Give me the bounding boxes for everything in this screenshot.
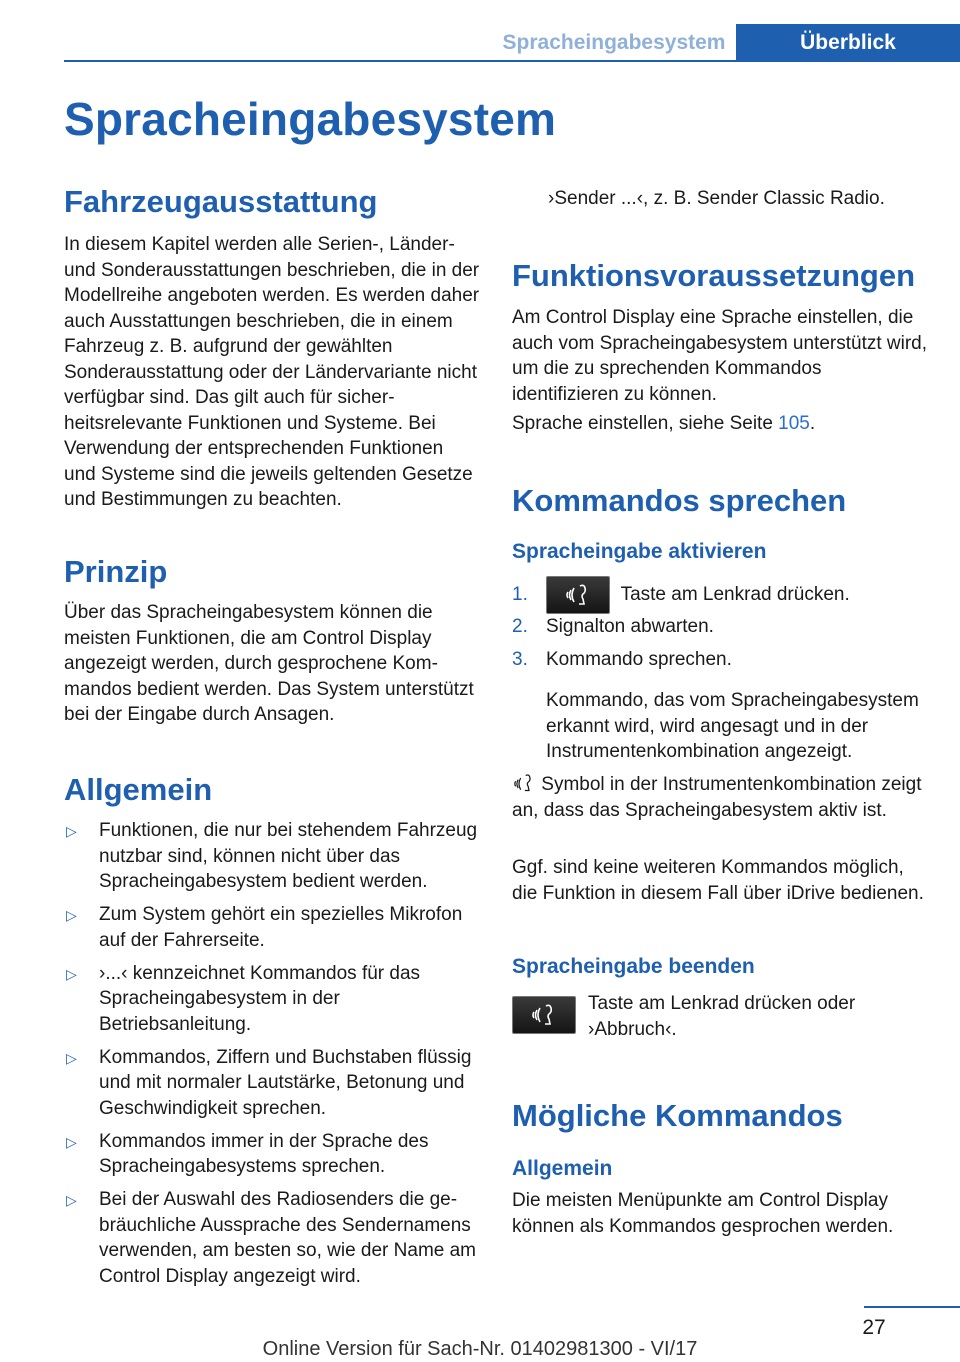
header-rule [64, 60, 736, 62]
continuation-text: ›Sender ...‹, z. B. Sender Classic Radio. [548, 188, 885, 209]
heading-kommandos-sprechen: Kommandos sprechen [512, 483, 847, 518]
triangle-bullet-icon: ▷ [66, 1049, 77, 1066]
list-item: ▷ ›...‹ kennzeichnet Kommandos für das Spracheingabesystem in der Betriebsanleitung. [66, 962, 421, 1035]
symbol-text: Symbol in der Instrumentenkombination zeigt an, dass das Spracheingabesystem aktiv ist. [512, 774, 922, 821]
page-title: Spracheingabesystem [64, 93, 557, 145]
beenden-text: Taste am Lenkrad drücken oder ›Abbruch‹. [588, 993, 856, 1040]
list-item: ▷ Kommandos immer in der Sprache des Spracheingabesystems sprechen. [66, 1130, 429, 1177]
ggf-text: Ggf. sind keine weiteren Kommandos möglich, die Funktion in diesem Fall über iDrive bedienen. [512, 857, 924, 904]
heading-allgemein: Allgemein [64, 772, 213, 807]
allgemein-kommandos-text: Die meisten Menüpunkte am Control Display können als Kommandos gesprochen werden. [512, 1190, 894, 1237]
footer-rule [864, 1306, 960, 1308]
list-item: 2. Signalton abwarten. [512, 616, 714, 638]
page-link-105[interactable]: 105 [778, 413, 810, 434]
voice-button-icon [546, 576, 610, 614]
triangle-bullet-icon: ▷ [66, 1133, 77, 1150]
list-item: ▷ Zum System gehört ein spezielles Mikrofon auf der Fahrerseite. [66, 904, 463, 951]
aktivieren-steps [512, 576, 928, 676]
voice-symbol-icon [512, 773, 536, 793]
page-number: 27 [862, 1316, 886, 1339]
heading-funktionsvoraussetzungen: Funktionsvoraussetzungen [512, 258, 916, 293]
step3-detail-text: Kommando, das vom Spracheingabesystem erkannt wird, wird angesagt und in der Instrumentenkombination angezeigt. [546, 690, 919, 762]
triangle-bullet-icon: ▷ [66, 965, 77, 982]
list-item: 3. Kommando sprechen. [512, 648, 732, 670]
triangle-bullet-icon: ▷ [66, 823, 77, 839]
triangle-bullet-icon: ▷ [66, 907, 77, 923]
list-item: ▷ Funktionen, die nur bei stehendem Fahrzeug nutzbar sind, können nicht über das Spracheingabesystem bedient werden. [66, 820, 478, 892]
voice-button-icon [512, 996, 576, 1034]
allgemein-bullet-list [64, 818, 480, 1297]
heading-allgemein-sub: Allgemein [512, 1157, 613, 1180]
heading-spracheingabe-beenden: Spracheingabe beenden [512, 955, 755, 978]
header-tab-ueberblick: Überblick [736, 24, 960, 62]
funktionsvoraussetzungen-text: Am Control Display eine Sprache einstellen, die auch vom Spracheingabesystem unterstützt wird, um die zu sprechenden Kommandos identifizieren zu können. [512, 307, 928, 405]
heading-moegliche-kommandos: Mögliche Kommandos [512, 1098, 843, 1133]
list-item: 1. Taste am Lenkrad drücken. [512, 576, 928, 614]
prinzip-text: Über das Spracheingabesystem können die meisten Funktionen, die am Control Display angezeigt werden, durch gesprochene Kommandos bedient werden. Das System unterstützt bei der Eingabe durch Ansagen. [64, 602, 474, 725]
triangle-bullet-icon: ▷ [66, 1192, 77, 1208]
heading-prinzip: Prinzip [64, 554, 168, 589]
sprache-einstellen-text: Sprache einstellen, siehe Seite 105. [512, 413, 816, 434]
online-version-note: Online Version für Sach-Nr. 01402981300 - VI/17 [262, 1338, 698, 1360]
header-section-title: Spracheingabesystem [502, 31, 726, 54]
fahrzeugausstattung-text: In diesem Kapitel werden alle Serien-, Länder- und Sonderausstattungen beschrieben, die in der Modellreihe angeboten werden. Es werden daher auch Ausstattungen beschrieben, die in einem Fahrzeug z. B. aufgrund der gewählten Sonderausstattung oder der Ländervariante nicht verfügbar sind. Das gilt auch für sicherheitsrelevante Funktionen und Systeme. Bei Verwendung der entsprechenden Funktionen und Systeme sind die jeweils geltenden Gesetze und Bestimmungen zu beachten. [64, 234, 480, 510]
heading-spracheingabe-aktivieren: Spracheingabe aktivieren [512, 540, 767, 563]
list-item: ▷ Kommandos, Ziffern und Buchstaben flüssig und mit normaler Lautstärke, Betonung und Geschwindigkeit sprechen. [66, 1046, 472, 1119]
list-item: ▷ Bei der Auswahl des Radiosenders die gebräuchliche Aussprache des Sendernamens verwenden, am besten so, wie der Name am Control Display angezeigt wird. [66, 1189, 477, 1287]
heading-fahrzeugausstattung: Fahrzeugausstattung [64, 184, 378, 219]
